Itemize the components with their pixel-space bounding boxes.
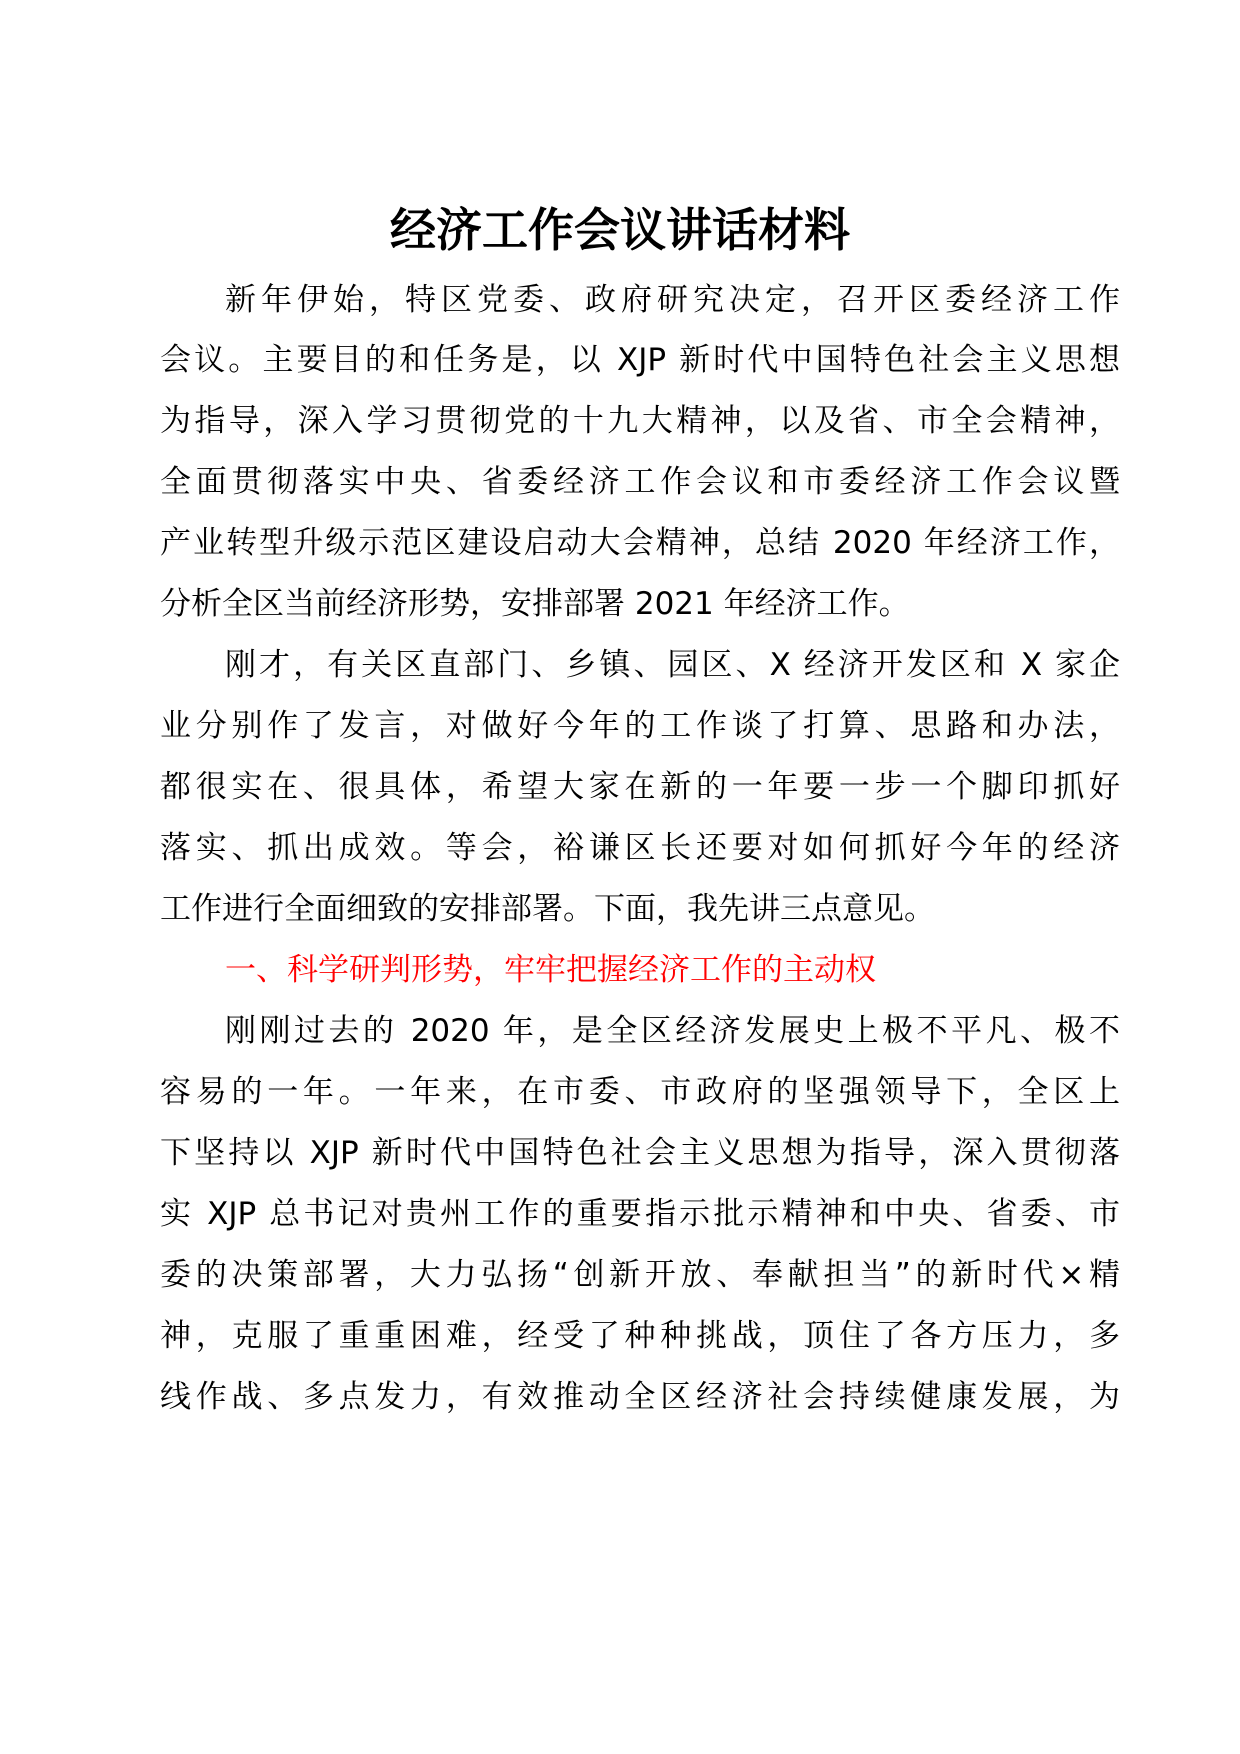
paragraph-3-line-6: 神，克服了重重困难，经受了种种挑战，顶住了各方压力，多	[160, 1318, 1120, 1354]
paragraph-3-line-3: 下坚持以 XJP 新时代中国特色社会主义思想为指导，深入贯彻落	[160, 1135, 1120, 1171]
document-title: 经济工作会议讲话材料	[390, 203, 850, 257]
paragraph-2-line-3: 都很实在、很具体，希望大家在新的一年要一步一个脚印抓好	[160, 769, 1120, 805]
paragraph-1-line-2: 会议。主要目的和任务是，以 XJP 新时代中国特色社会主义思想	[160, 342, 1120, 378]
paragraph-2-line-1: 刚才，有关区直部门、乡镇、园区、X 经济开发区和 X 家企	[225, 647, 1120, 683]
paragraph-1-line-4: 全面贯彻落实中央、省委经济工作会议和市委经济工作会议暨	[160, 464, 1120, 500]
paragraph-1-line-5: 产业转型升级示范区建设启动大会精神，总结 2020 年经济工作，	[160, 525, 1120, 561]
paragraph-3-line-5: 委的决策部署，大力弘扬“创新开放、奉献担当”的新时代×精	[160, 1257, 1120, 1293]
paragraph-1-line-1: 新年伊始，特区党委、政府研究决定，召开区委经济工作	[225, 282, 1120, 318]
paragraph-2-line-4: 落实、抓出成效。等会，裕谦区长还要对如何抓好今年的经济	[160, 830, 1120, 866]
section-heading-1: 一、科学研判形势，牢牢把握经济工作的主动权	[225, 952, 876, 988]
paragraph-3-line-4: 实 XJP 总书记对贵州工作的重要指示批示精神和中央、省委、市	[160, 1196, 1120, 1232]
paragraph-2-line-2: 业分别作了发言，对做好今年的工作谈了打算、思路和办法，	[160, 708, 1120, 744]
paragraph-1-line-6: 分析全区当前经济形势，安排部署 2021 年经济工作。	[160, 586, 910, 622]
paragraph-1-line-3: 为指导，深入学习贯彻党的十九大精神，以及省、市全会精神，	[160, 403, 1120, 439]
paragraph-2-line-5: 工作进行全面细致的安排部署。下面，我先讲三点意见。	[160, 891, 935, 927]
paragraph-3-line-1: 刚刚过去的 2020 年，是全区经济发展史上极不平凡、极不	[225, 1013, 1120, 1049]
paragraph-3-line-7: 线作战、多点发力，有效推动全区经济社会持续健康发展，为	[160, 1379, 1120, 1415]
paragraph-3-line-2: 容易的一年。一年来，在市委、市政府的坚强领导下，全区上	[160, 1074, 1120, 1110]
